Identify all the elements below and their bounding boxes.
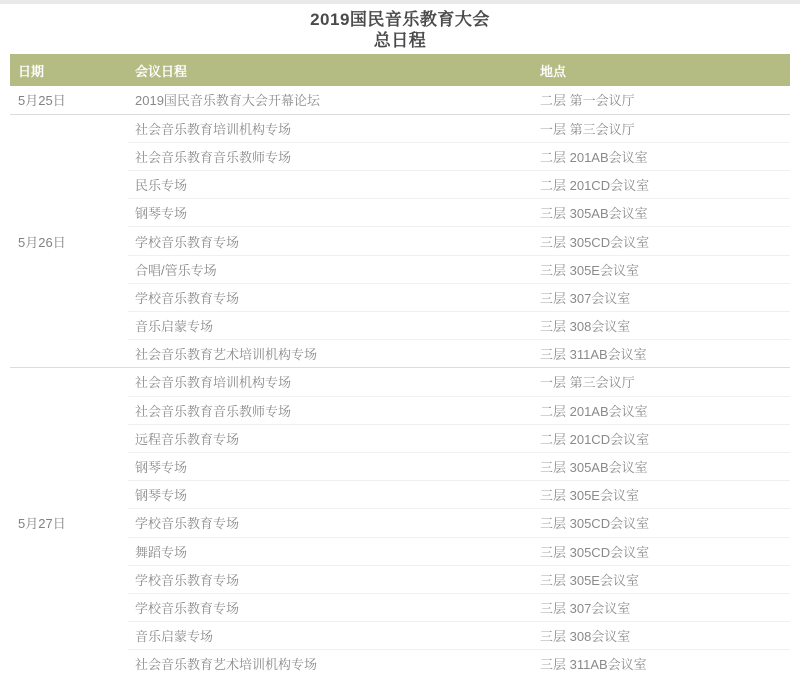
session-cell: 学校音乐教育专场 [128,593,533,621]
date-cell: 5月26日 [10,114,128,368]
schedule-row [10,114,790,142]
schedule-table [10,54,790,677]
location-cell: 三层 305E会议室 [533,565,790,593]
location-cell: 三层 307会议室 [533,283,790,311]
header-session: 会议日程 [128,54,533,86]
session-cell: 社会音乐教育培训机构专场 [128,368,533,396]
location-cell: 三层 305AB会议室 [533,199,790,227]
session-cell: 学校音乐教育专场 [128,565,533,593]
session-cell: 社会音乐教育艺术培训机构专场 [128,650,533,677]
session-cell: 社会音乐教育音乐教师专场 [128,142,533,170]
header-location: 地点 [533,54,790,86]
location-cell: 三层 305CD会议室 [533,537,790,565]
location-cell: 三层 311AB会议室 [533,340,790,368]
session-cell: 学校音乐教育专场 [128,227,533,255]
session-cell: 社会音乐教育音乐教师专场 [128,396,533,424]
location-cell: 二层 201CD会议室 [533,424,790,452]
session-cell: 钢琴专场 [128,452,533,480]
session-cell: 学校音乐教育专场 [128,283,533,311]
location-cell: 三层 307会议室 [533,593,790,621]
session-cell: 远程音乐教育专场 [128,424,533,452]
date-cell: 5月27日 [10,368,128,677]
session-cell: 2019国民音乐教育大会开幕论坛 [128,86,533,114]
session-cell: 社会音乐教育艺术培训机构专场 [128,340,533,368]
location-cell: 二层 第一会议厅 [533,86,790,114]
date-cell: 5月25日 [10,86,128,114]
session-cell: 学校音乐教育专场 [128,509,533,537]
location-cell: 一层 第三会议厅 [533,368,790,396]
location-cell: 二层 201CD会议室 [533,171,790,199]
location-cell: 三层 305E会议室 [533,481,790,509]
location-cell: 二层 201AB会议室 [533,396,790,424]
location-cell: 二层 201AB会议室 [533,142,790,170]
schedule-row [10,368,790,396]
session-cell: 音乐启蒙专场 [128,312,533,340]
table-header-row [10,54,790,86]
session-cell: 钢琴专场 [128,481,533,509]
session-cell: 民乐专场 [128,171,533,199]
location-cell: 三层 305CD会议室 [533,509,790,537]
session-cell: 社会音乐教育培训机构专场 [128,114,533,142]
location-cell: 三层 308会议室 [533,312,790,340]
location-cell: 三层 308会议室 [533,622,790,650]
location-cell: 三层 311AB会议室 [533,650,790,677]
schedule-table-body [10,86,790,677]
title-line-1: 2019国民音乐教育大会 [310,10,490,29]
schedule-row [10,86,790,114]
session-cell: 舞蹈专场 [128,537,533,565]
page-title [0,4,800,51]
location-cell: 三层 305CD会议室 [533,227,790,255]
location-cell: 一层 第三会议厅 [533,114,790,142]
session-cell: 合唱/管乐专场 [128,255,533,283]
session-cell: 钢琴专场 [128,199,533,227]
header-date: 日期 [10,54,128,86]
session-cell: 音乐启蒙专场 [128,622,533,650]
location-cell: 三层 305AB会议室 [533,452,790,480]
title-line-2: 总日程 [373,31,427,50]
location-cell: 三层 305E会议室 [533,255,790,283]
